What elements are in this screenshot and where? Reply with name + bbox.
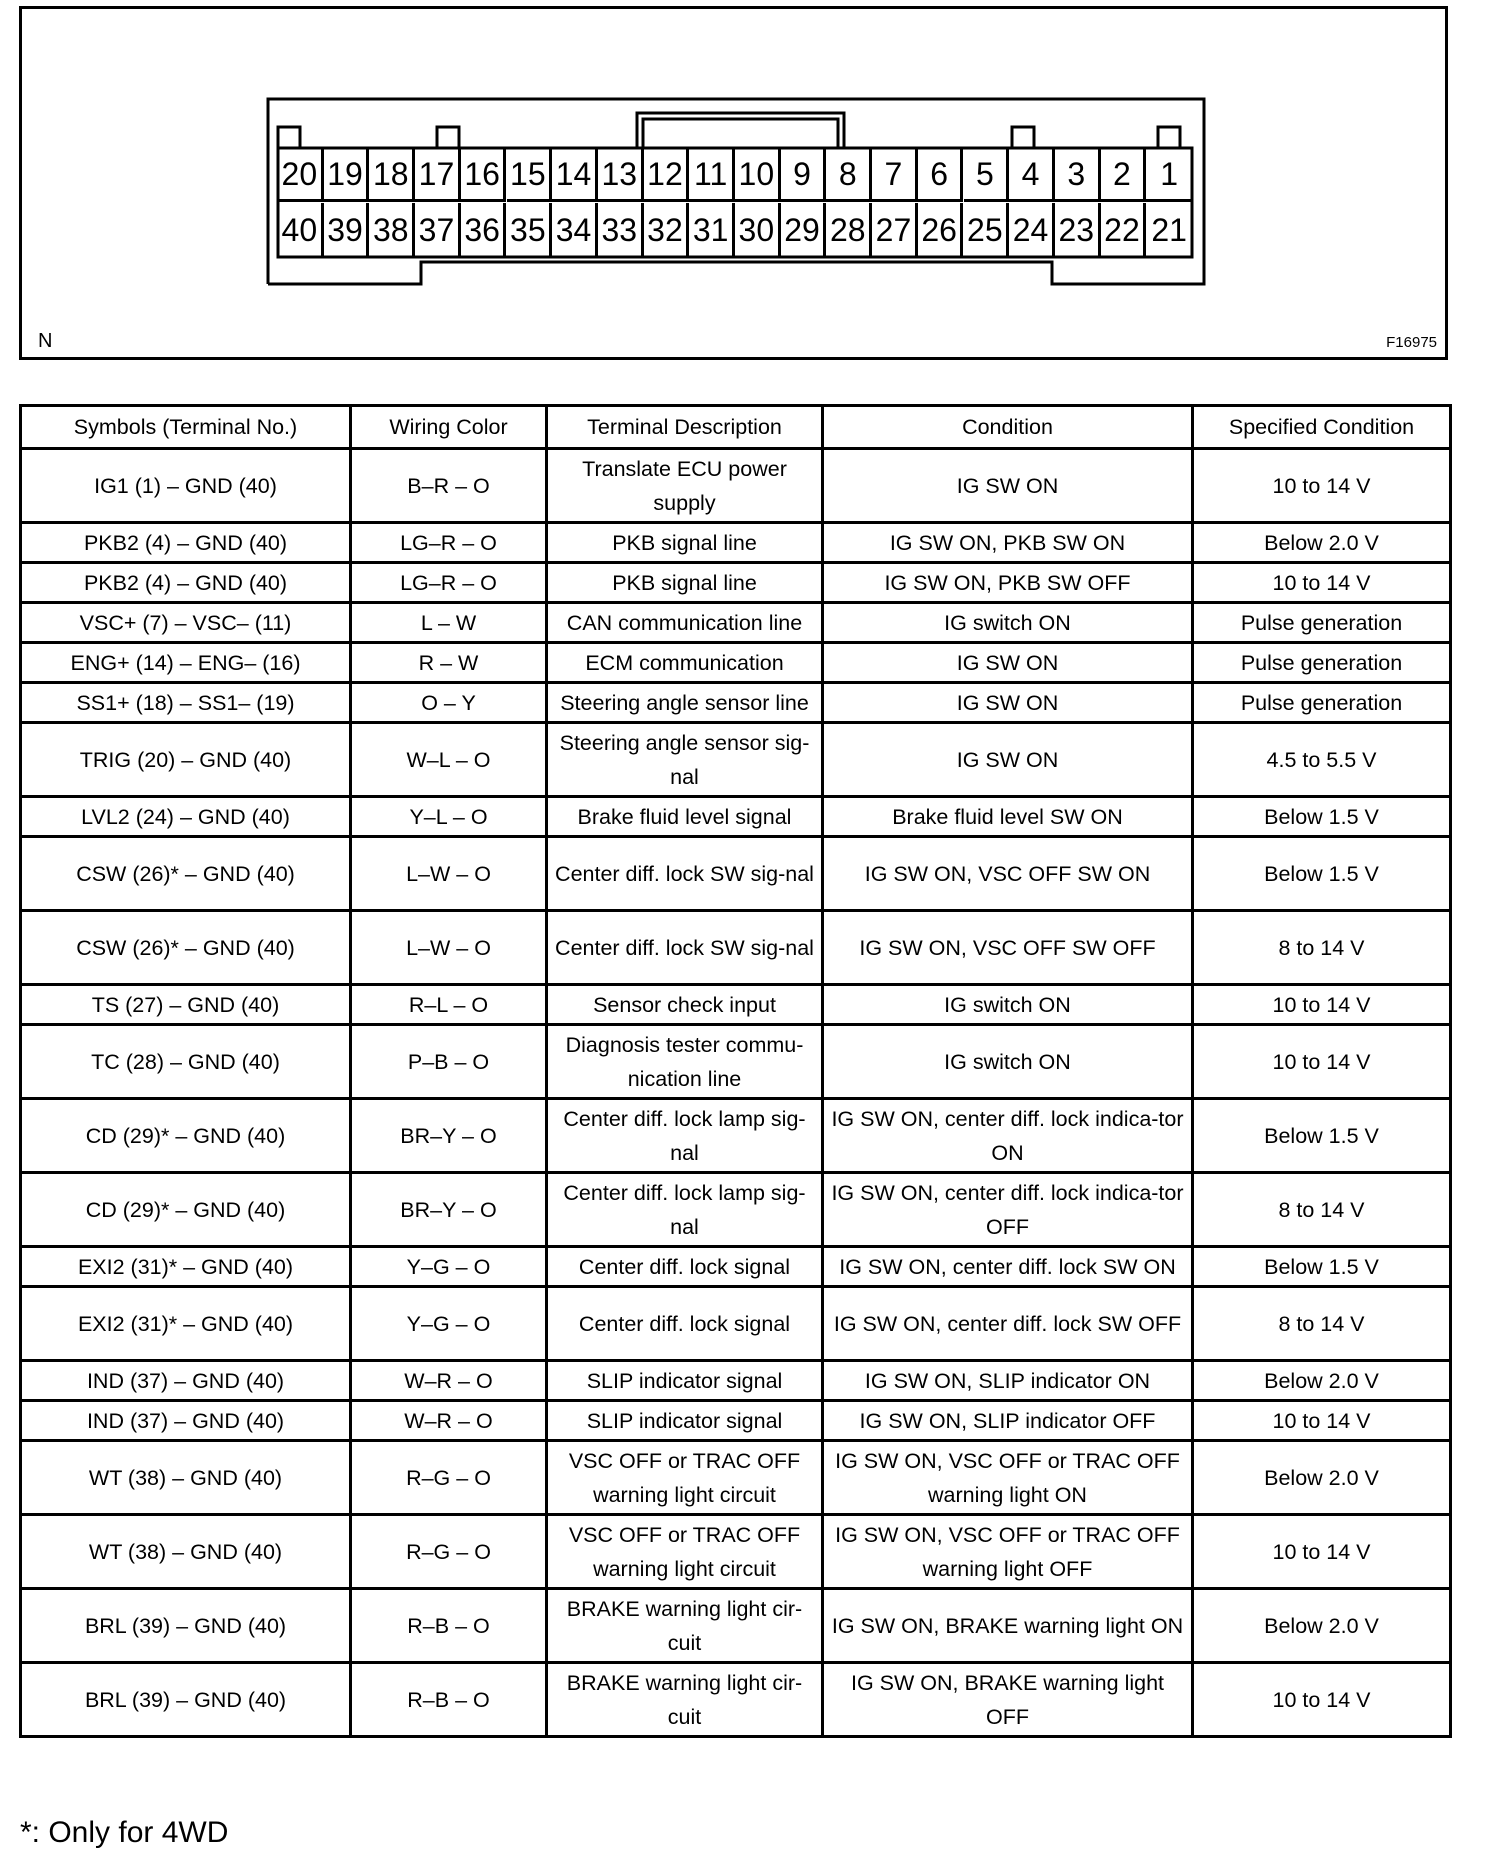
cell-wiring-color: R–L – O (351, 985, 547, 1025)
cell-specified-condition: Below 2.0 V (1193, 1361, 1451, 1401)
pin-21: 21 (1151, 212, 1187, 248)
header-wiring-color: Wiring Color (351, 406, 547, 449)
cell-symbol: IND (37) – GND (40) (21, 1401, 351, 1441)
pin-26: 26 (918, 203, 964, 257)
cell-description: Translate ECU power supply (547, 449, 823, 523)
table-row (21, 1515, 1451, 1589)
cell-condition: IG SW ON, center diff. lock SW OFF (823, 1287, 1193, 1361)
pin-25: 25 (964, 203, 1010, 257)
cell-specified-condition: 8 to 14 V (1193, 1173, 1451, 1247)
cell-specified-condition: 10 to 14 V (1193, 563, 1451, 603)
cell-wiring-color: LG–R – O (351, 563, 547, 603)
table-row (21, 1247, 1451, 1287)
table-row (21, 1441, 1451, 1515)
cell-condition: IG SW ON, VSC OFF SW ON (823, 837, 1193, 911)
cell-symbol: CD (29)* – GND (40) (21, 1099, 351, 1173)
table-row (21, 1663, 1451, 1737)
cell-description: BRAKE warning light cir-cuit (547, 1663, 823, 1737)
cell-specified-condition: 4.5 to 5.5 V (1193, 723, 1451, 797)
table-row (21, 1099, 1451, 1173)
cell-condition: IG SW ON, center diff. lock indica-tor OFF (823, 1173, 1193, 1247)
pin-3: 3 (1055, 148, 1101, 202)
cell-symbol: TC (28) – GND (40) (21, 1025, 351, 1099)
cell-description: Brake fluid level signal (547, 797, 823, 837)
cell-description: Steering angle sensor sig-nal (547, 723, 823, 797)
table-row (21, 797, 1451, 837)
cell-condition: IG SW ON (823, 723, 1193, 797)
pin-20: 20 (278, 148, 324, 202)
cell-condition: IG SW ON, center diff. lock indica-tor ON (823, 1099, 1193, 1173)
table-row (21, 603, 1451, 643)
cell-specified-condition: 10 to 14 V (1193, 1025, 1451, 1099)
table-row (21, 911, 1451, 985)
pin-17: 17 (415, 148, 461, 202)
cell-condition: IG SW ON, VSC OFF or TRAC OFF warning light OFF (823, 1515, 1193, 1589)
figure-label: N (38, 330, 53, 352)
cell-symbol: CD (29)* – GND (40) (21, 1173, 351, 1247)
cell-wiring-color: Y–G – O (351, 1247, 547, 1287)
cell-wiring-color: BR–Y – O (351, 1173, 547, 1247)
cell-wiring-color: W–R – O (351, 1401, 547, 1441)
cell-symbol: WT (38) – GND (40) (21, 1441, 351, 1515)
cell-description: SLIP indicator signal (547, 1361, 823, 1401)
table-row (21, 683, 1451, 723)
pin-33: 33 (598, 203, 644, 257)
cell-condition: IG SW ON (823, 449, 1193, 523)
cell-description: Center diff. lock lamp sig-nal (547, 1173, 823, 1247)
cell-symbol: CSW (26)* – GND (40) (21, 837, 351, 911)
cell-wiring-color: B–R – O (351, 449, 547, 523)
cell-specified-condition: 10 to 14 V (1193, 1401, 1451, 1441)
pin-16: 16 (461, 148, 507, 202)
cell-description: ECM communication (547, 643, 823, 683)
cell-wiring-color: R – W (351, 643, 547, 683)
table-row (21, 1401, 1451, 1441)
cell-condition: Brake fluid level SW ON (823, 797, 1193, 837)
cell-specified-condition: Below 2.0 V (1193, 523, 1451, 563)
cell-specified-condition: Pulse generation (1193, 683, 1451, 723)
cell-condition: IG SW ON, SLIP indicator ON (823, 1361, 1193, 1401)
cell-specified-condition: 10 to 14 V (1193, 1663, 1451, 1737)
pin-19: 19 (324, 148, 370, 202)
cell-wiring-color: LG–R – O (351, 523, 547, 563)
pin-11: 11 (689, 148, 735, 202)
cell-description: PKB signal line (547, 523, 823, 563)
table-row (21, 1361, 1451, 1401)
pin-34: 34 (552, 203, 598, 257)
pin-9: 9 (781, 148, 827, 202)
cell-symbol: IND (37) – GND (40) (21, 1361, 351, 1401)
cell-description: Center diff. lock lamp sig-nal (547, 1099, 823, 1173)
figure-code: F16975 (1386, 334, 1437, 351)
table-row (21, 563, 1451, 603)
cell-specified-condition: Below 2.0 V (1193, 1589, 1451, 1663)
pin-1: 1 (1146, 148, 1192, 202)
pin-8: 8 (826, 148, 872, 202)
footnote: *: Only for 4WD (20, 1816, 229, 1849)
cell-specified-condition: Below 1.5 V (1193, 837, 1451, 911)
pin-36: 36 (461, 203, 507, 257)
cell-specified-condition: Below 1.5 V (1193, 1247, 1451, 1287)
pin-31: 31 (689, 203, 735, 257)
pin-4: 4 (1009, 148, 1055, 202)
cell-wiring-color: R–B – O (351, 1663, 547, 1737)
cell-wiring-color: P–B – O (351, 1025, 547, 1099)
cell-specified-condition: Pulse generation (1193, 603, 1451, 643)
pin-6: 6 (918, 148, 964, 202)
header-specified-condition: Specified Condition (1193, 406, 1451, 449)
cell-description: BRAKE warning light cir-cuit (547, 1589, 823, 1663)
table-row (21, 643, 1451, 683)
pin-29: 29 (781, 203, 827, 257)
pin-35: 35 (507, 203, 553, 257)
cell-condition: IG SW ON, SLIP indicator OFF (823, 1401, 1193, 1441)
cell-specified-condition: Below 1.5 V (1193, 1099, 1451, 1173)
pin-40: 40 (278, 203, 324, 257)
cell-wiring-color: L–W – O (351, 911, 547, 985)
cell-symbol: PKB2 (4) – GND (40) (21, 563, 351, 603)
pin-32: 32 (644, 203, 690, 257)
pin-13: 13 (598, 148, 644, 202)
cell-specified-condition: 8 to 14 V (1193, 1287, 1451, 1361)
cell-symbol: SS1+ (18) – SS1– (19) (21, 683, 351, 723)
cell-description: Sensor check input (547, 985, 823, 1025)
table-row (21, 523, 1451, 563)
pin-15: 15 (507, 148, 553, 202)
cell-specified-condition: 10 to 14 V (1193, 449, 1451, 523)
table-row (21, 1589, 1451, 1663)
pin-24: 24 (1009, 203, 1055, 257)
table-row (21, 1025, 1451, 1099)
pin-22: 22 (1101, 203, 1147, 257)
cell-wiring-color: W–L – O (351, 723, 547, 797)
cell-symbol: IG1 (1) – GND (40) (21, 449, 351, 523)
cell-symbol: BRL (39) – GND (40) (21, 1663, 351, 1737)
cell-description: VSC OFF or TRAC OFF warning light circuit (547, 1441, 823, 1515)
cell-condition: IG switch ON (823, 1025, 1193, 1099)
cell-condition: IG SW ON, BRAKE warning light ON (823, 1589, 1193, 1663)
table-row (21, 1287, 1451, 1361)
pin-27: 27 (872, 203, 918, 257)
table-row (21, 1173, 1451, 1247)
cell-symbol: WT (38) – GND (40) (21, 1515, 351, 1589)
pin-7: 7 (872, 148, 918, 202)
terminal-table (19, 404, 1452, 1738)
pin-38: 38 (369, 203, 415, 257)
cell-symbol: CSW (26)* – GND (40) (21, 911, 351, 985)
table-row (21, 449, 1451, 523)
cell-wiring-color: R–G – O (351, 1441, 547, 1515)
cell-condition: IG SW ON, center diff. lock SW ON (823, 1247, 1193, 1287)
cell-symbol: PKB2 (4) – GND (40) (21, 523, 351, 563)
pin-18: 18 (369, 148, 415, 202)
cell-condition: IG SW ON (823, 683, 1193, 723)
header-condition: Condition (823, 406, 1193, 449)
pin-23: 23 (1055, 203, 1101, 257)
cell-condition: IG SW ON, PKB SW ON (823, 523, 1193, 563)
cell-description: Diagnosis tester commu-nication line (547, 1025, 823, 1099)
cell-wiring-color: L–W – O (351, 837, 547, 911)
cell-wiring-color: O – Y (351, 683, 547, 723)
cell-condition: IG SW ON (823, 643, 1193, 683)
cell-condition: IG SW ON, PKB SW OFF (823, 563, 1193, 603)
cell-wiring-color: BR–Y – O (351, 1099, 547, 1173)
pin-30: 30 (735, 203, 781, 257)
pin-2: 2 (1101, 148, 1147, 202)
cell-specified-condition: Below 1.5 V (1193, 797, 1451, 837)
cell-condition: IG switch ON (823, 603, 1193, 643)
cell-symbol: VSC+ (7) – VSC– (11) (21, 603, 351, 643)
cell-description: VSC OFF or TRAC OFF warning light circuit (547, 1515, 823, 1589)
cell-wiring-color: R–B – O (351, 1589, 547, 1663)
header-symbols: Symbols (Terminal No.) (21, 406, 351, 449)
cell-specified-condition: Below 2.0 V (1193, 1441, 1451, 1515)
cell-condition: IG SW ON, VSC OFF SW OFF (823, 911, 1193, 985)
pin-10: 10 (735, 148, 781, 202)
cell-condition: IG SW ON, BRAKE warning light OFF (823, 1663, 1193, 1737)
table-row (21, 837, 1451, 911)
cell-wiring-color: L – W (351, 603, 547, 643)
cell-symbol: EXI2 (31)* – GND (40) (21, 1287, 351, 1361)
cell-description: Steering angle sensor line (547, 683, 823, 723)
cell-description: PKB signal line (547, 563, 823, 603)
cell-symbol: ENG+ (14) – ENG– (16) (21, 643, 351, 683)
pin-14: 14 (552, 148, 598, 202)
table-header-row (21, 406, 1451, 449)
cell-specified-condition: 10 to 14 V (1193, 1515, 1451, 1589)
table-row (21, 723, 1451, 797)
cell-condition: IG SW ON, VSC OFF or TRAC OFF warning light ON (823, 1441, 1193, 1515)
cell-description: CAN communication line (547, 603, 823, 643)
cell-specified-condition: Pulse generation (1193, 643, 1451, 683)
cell-symbol: TRIG (20) – GND (40) (21, 723, 351, 797)
pin-28: 28 (826, 203, 872, 257)
cell-specified-condition: 8 to 14 V (1193, 911, 1451, 985)
cell-condition: IG switch ON (823, 985, 1193, 1025)
cell-symbol: BRL (39) – GND (40) (21, 1589, 351, 1663)
cell-wiring-color: Y–G – O (351, 1287, 547, 1361)
pin-39: 39 (324, 203, 370, 257)
cell-description: Center diff. lock signal (547, 1247, 823, 1287)
pin-5: 5 (964, 148, 1010, 202)
cell-description: Center diff. lock signal (547, 1287, 823, 1361)
connector-figure (19, 6, 1448, 360)
cell-description: SLIP indicator signal (547, 1401, 823, 1441)
header-terminal-description: Terminal Description (547, 406, 823, 449)
cell-description: Center diff. lock SW sig-nal (547, 911, 823, 985)
pin-12: 12 (644, 148, 690, 202)
cell-description: Center diff. lock SW sig-nal (547, 837, 823, 911)
cell-wiring-color: W–R – O (351, 1361, 547, 1401)
cell-specified-condition: 10 to 14 V (1193, 985, 1451, 1025)
table-row (21, 985, 1451, 1025)
pin-37: 37 (415, 203, 461, 257)
cell-wiring-color: Y–L – O (351, 797, 547, 837)
cell-symbol: EXI2 (31)* – GND (40) (21, 1247, 351, 1287)
cell-wiring-color: R–G – O (351, 1515, 547, 1589)
cell-symbol: TS (27) – GND (40) (21, 985, 351, 1025)
cell-symbol: LVL2 (24) – GND (40) (21, 797, 351, 837)
